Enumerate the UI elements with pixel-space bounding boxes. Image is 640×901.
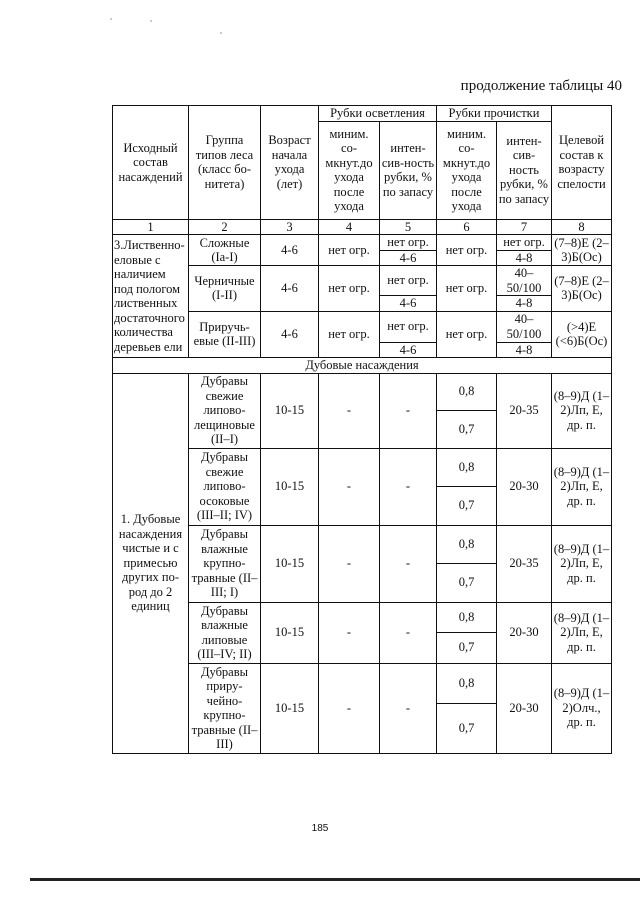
col-number: 4 bbox=[319, 219, 380, 235]
forest-care-table bbox=[112, 105, 612, 754]
min-closure-2-upper: 0,8 bbox=[437, 663, 497, 703]
target-composition: (8–9)Д (1–2)Лп, Е, др. п. bbox=[552, 448, 612, 525]
intensity-2-upper: 40–50/100 bbox=[497, 311, 552, 342]
intensity: - bbox=[380, 663, 437, 753]
column-number-row bbox=[113, 219, 612, 235]
min-closure: - bbox=[319, 663, 380, 753]
forest-type: Сложные (Ia-I) bbox=[189, 235, 261, 266]
oak-group-title: 1. Дубовые насаждения чистые и с примесью других по-род до 2 единиц bbox=[113, 373, 189, 753]
target-composition: (>4)Е (<6)Б(Ос) bbox=[552, 311, 612, 358]
intensity: - bbox=[380, 373, 437, 448]
intensity-upper: нет огр. bbox=[380, 266, 437, 296]
min-closure: нет огр. bbox=[319, 266, 380, 312]
col-number: 7 bbox=[497, 219, 552, 235]
start-age: 10-15 bbox=[261, 373, 319, 448]
intensity: - bbox=[380, 525, 437, 602]
intensity-2-lower: 4-8 bbox=[497, 250, 552, 266]
min-closure-2: нет огр. bbox=[437, 235, 497, 266]
min-closure-2: нет огр. bbox=[437, 266, 497, 312]
min-closure-2-upper: 0,8 bbox=[437, 448, 497, 486]
intensity-2-lower: 4-8 bbox=[497, 342, 552, 358]
min-closure-2-lower: 0,7 bbox=[437, 563, 497, 602]
start-age: 10-15 bbox=[261, 525, 319, 602]
min-closure-2-lower: 0,7 bbox=[437, 486, 497, 525]
min-closure: нет огр. bbox=[319, 235, 380, 266]
min-closure-2-lower: 0,7 bbox=[437, 632, 497, 663]
header-forest-type-group: Группа типов леса (класс бо-нитета) bbox=[189, 106, 261, 220]
header-start-age: Возраст начала ухода (лет) bbox=[261, 106, 319, 220]
target-composition: (7–8)Е (2–3)Б(Ос) bbox=[552, 266, 612, 312]
intensity-2-upper: 40–50/100 bbox=[497, 266, 552, 296]
target-composition: (7–8)Е (2–3)Б(Ос) bbox=[552, 235, 612, 266]
start-age: 4-6 bbox=[261, 266, 319, 312]
col-number: 1 bbox=[113, 219, 189, 235]
target-composition: (8–9)Д (1–2)Лп, Е, др. п. bbox=[552, 525, 612, 602]
min-closure: - bbox=[319, 448, 380, 525]
intensity-lower: 4-6 bbox=[380, 296, 437, 312]
intensity-upper: нет огр. bbox=[380, 235, 437, 251]
intensity-lower: 4-6 bbox=[380, 342, 437, 358]
start-age: 10-15 bbox=[261, 663, 319, 753]
header-intensity-2: интен-сив-ность рубки, % по запасу bbox=[497, 121, 552, 219]
min-closure-2-lower: 0,7 bbox=[437, 410, 497, 448]
min-closure-2: нет огр. bbox=[437, 311, 497, 358]
forest-type: Дубравы свежие липово-лещиновые (II–I) bbox=[189, 373, 261, 448]
target-composition: (8–9)Д (1–2)Лп, Е, др. п. bbox=[552, 373, 612, 448]
col-number: 2 bbox=[189, 219, 261, 235]
min-closure: - bbox=[319, 602, 380, 663]
intensity-2: 20-35 bbox=[497, 525, 552, 602]
header-thinning-cuts: Рубки прочистки bbox=[437, 106, 552, 122]
start-age: 10-15 bbox=[261, 448, 319, 525]
forest-type: Черничные (I-II) bbox=[189, 266, 261, 312]
min-closure-2-upper: 0,8 bbox=[437, 602, 497, 632]
target-composition: (8–9)Д (1–2)Олч., др. п. bbox=[552, 663, 612, 753]
intensity: - bbox=[380, 602, 437, 663]
table-continuation-label: продолжение таблицы 40 bbox=[460, 78, 622, 94]
forest-type: Дубравы влажные липовые (III–IV; II) bbox=[189, 602, 261, 663]
intensity-2: 20-30 bbox=[497, 448, 552, 525]
intensity-lower: 4-6 bbox=[380, 250, 437, 266]
target-composition: (8–9)Д (1–2)Лп, Е, др. п. bbox=[552, 602, 612, 663]
min-closure-2-upper: 0,8 bbox=[437, 525, 497, 563]
forest-type: Дубравы свежие липово-осоковые (III–II; IV) bbox=[189, 448, 261, 525]
forest-type: Приручь-евые (II-III) bbox=[189, 311, 261, 358]
col-number: 5 bbox=[380, 219, 437, 235]
scan-speck bbox=[110, 18, 112, 20]
intensity-2-lower: 4-8 bbox=[497, 296, 552, 312]
forest-type: Дубравы приру-чейно-крупно-травные (II–III) bbox=[189, 663, 261, 753]
header-min-closure-2: миним. со-мкнут.до ухода после ухода bbox=[437, 121, 497, 219]
scan-speck bbox=[150, 20, 152, 22]
header-min-closure: миним. со-мкнут.до ухода после ухода bbox=[319, 121, 380, 219]
scan-speck bbox=[220, 32, 222, 34]
min-closure: нет огр. bbox=[319, 311, 380, 358]
footer-rule bbox=[30, 878, 640, 881]
col-number: 6 bbox=[437, 219, 497, 235]
section-title: Дубовые насаждения bbox=[113, 358, 612, 374]
min-closure-2-upper: 0,8 bbox=[437, 373, 497, 410]
min-closure-2-lower: 0,7 bbox=[437, 703, 497, 753]
header-clearing-cuts: Рубки осветления bbox=[319, 106, 437, 122]
forest-type: Дубравы влажные крупно-травные (II–III; I) bbox=[189, 525, 261, 602]
start-age: 4-6 bbox=[261, 311, 319, 358]
start-age: 10-15 bbox=[261, 602, 319, 663]
header-target-composition: Целевой состав к возрасту спелости bbox=[552, 106, 612, 220]
header-intensity: интен-сив-ность рубки, % по запасу bbox=[380, 121, 437, 219]
intensity-2: 20-30 bbox=[497, 663, 552, 753]
page-number: 185 bbox=[311, 823, 329, 834]
min-closure: - bbox=[319, 373, 380, 448]
header-source-composition: Исходный состав насаждений bbox=[113, 106, 189, 220]
intensity-2-upper: нет огр. bbox=[497, 235, 552, 251]
col-number: 3 bbox=[261, 219, 319, 235]
col-number: 8 bbox=[552, 219, 612, 235]
intensity: - bbox=[380, 448, 437, 525]
intensity-2: 20-35 bbox=[497, 373, 552, 448]
intensity-2: 20-30 bbox=[497, 602, 552, 663]
group3-title: 3.Лиственно-еловые с наличием под пологом лиственных достаточного количества деревьев ели bbox=[113, 235, 189, 358]
intensity-upper: нет огр. bbox=[380, 311, 437, 342]
min-closure: - bbox=[319, 525, 380, 602]
start-age: 4-6 bbox=[261, 235, 319, 266]
